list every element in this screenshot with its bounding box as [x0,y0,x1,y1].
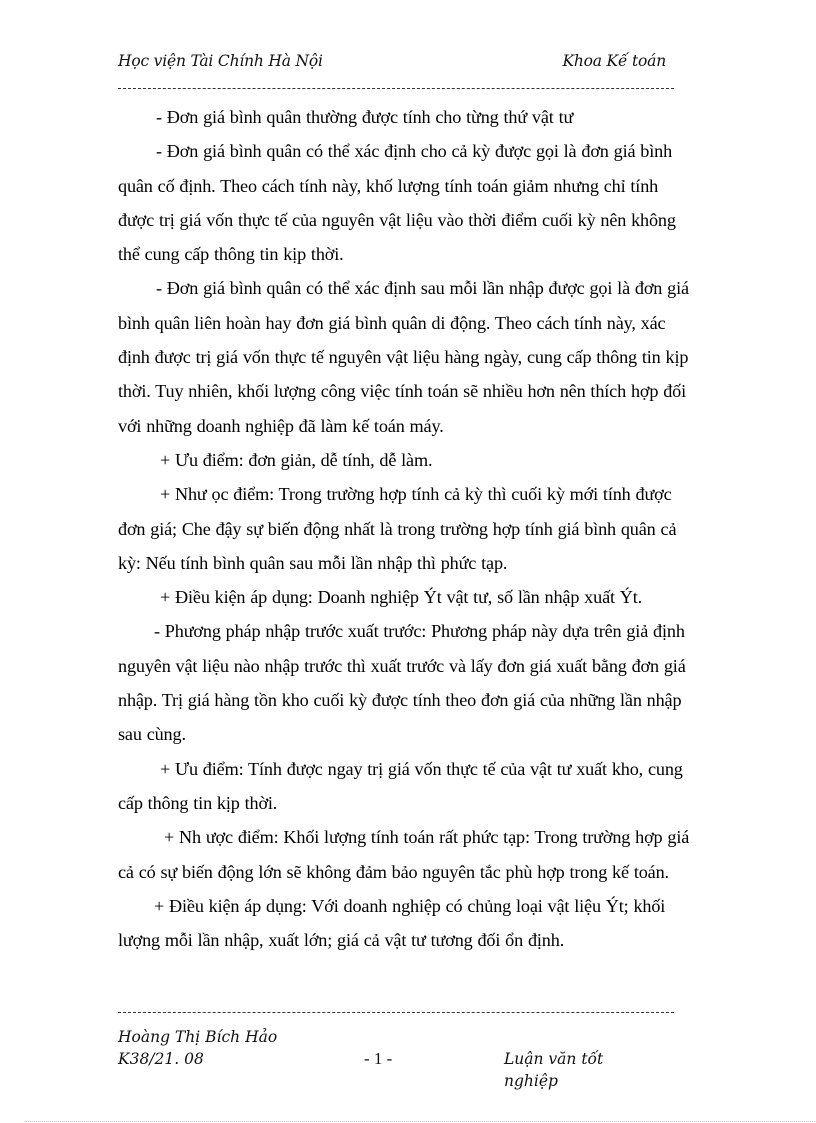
page-break-line [25,1121,815,1122]
paragraph: + Điều kiện áp dụng: Với doanh nghiệp có chủng loại vật liệu Ýt; khối lượng mỗi lần nhập, xuất lớn; giá cả vật tư tương đối ổn định. [118,895,666,951]
paragraph: + Nh ược điểm: Khối lượng tính toán rất phức tạp: Trong trường hợp giá cả có sự biến động lớn sẽ không đảm bảo nguyên tắc phù hợp trong kế toán. [118,827,690,882]
paragraph: - Đơn giá bình quân có thể xác định sau mỗi lần nhập được gọi là đơn giá bình quân liên hoàn hay đơn giá bình quân di động. Theo cách tính này, xác định được trị giá vốn thực tế nguyên vật liệu hàng ngày, cung cấp thông tin kịp thời. Tuy nhiên, khối lượng công việc tính toán sẽ nhiều hơn nên thích hợp đối với những doanh nghiệp đã làm kế toán máy. [118,278,689,436]
paragraph: + Ưu điểm: đơn giản, dễ tính, dễ làm. [160,449,433,470]
paragraph: - Đơn giá bình quân có thể xác định cho cả kỳ được gọi là đơn giá bình quân cố định. Theo cách tính này, khố lượng tính toán giảm nhưng chỉ tính được trị giá vốn thực tế của nguyên vật liệu vào thời điểm cuối kỳ nên không thể cung cấp thông tin kịp thời. [118,141,676,265]
paragraph: - Phương pháp nhập trước xuất trước: Phương pháp này dựa trên giả định nguyên vật liệu nào nhập trước thì xuất trước và lấy đơn giá xuất bằng đơn giá nhập. Trị giá hàng tồn kho cuối kỳ được tính theo đơn giá của những lần nhập sau cùng. [118,621,686,745]
footer-doc-type: Luận văn tốt nghiệp [504,1050,604,1090]
header-institution: Học viện Tài Chính Hà Nội [118,52,323,70]
footer-divider [118,1012,674,1013]
page-body [118,100,698,957]
footer-author: Hoàng Thị Bích Hảo [118,1028,278,1046]
header-divider [118,88,674,89]
page-number: - 1 - [364,1049,393,1068]
footer-class-code: K38/21. 08 [118,1050,204,1068]
header-department: Khoa Kế toán [562,52,666,70]
page-footer [118,1026,658,1092]
paragraph: + Điều kiện áp dụng: Doanh nghiệp Ýt vật tư, số lần nhập xuất Ýt. [160,587,643,608]
paragraph: + Như ọc điểm: Trong trường hợp tính cả kỳ thì cuối kỳ mới tính được đơn giá; Che đậy sự biến động nhất là trong trường hợp tính giá bình quân cả kỳ: Nếu tính bình quân sau mỗi lần nhập thì phức tạp. [118,484,677,573]
page-header [118,52,666,70]
paragraph: + Ưu điểm: Tính được ngay trị giá vốn thực tế của vật tư xuất kho, cung cấp thông tin kịp thời. [118,758,683,813]
paragraph: - Đơn giá bình quân thường được tính cho từng thứ vật tư [156,107,574,127]
footer-row [118,1048,658,1092]
